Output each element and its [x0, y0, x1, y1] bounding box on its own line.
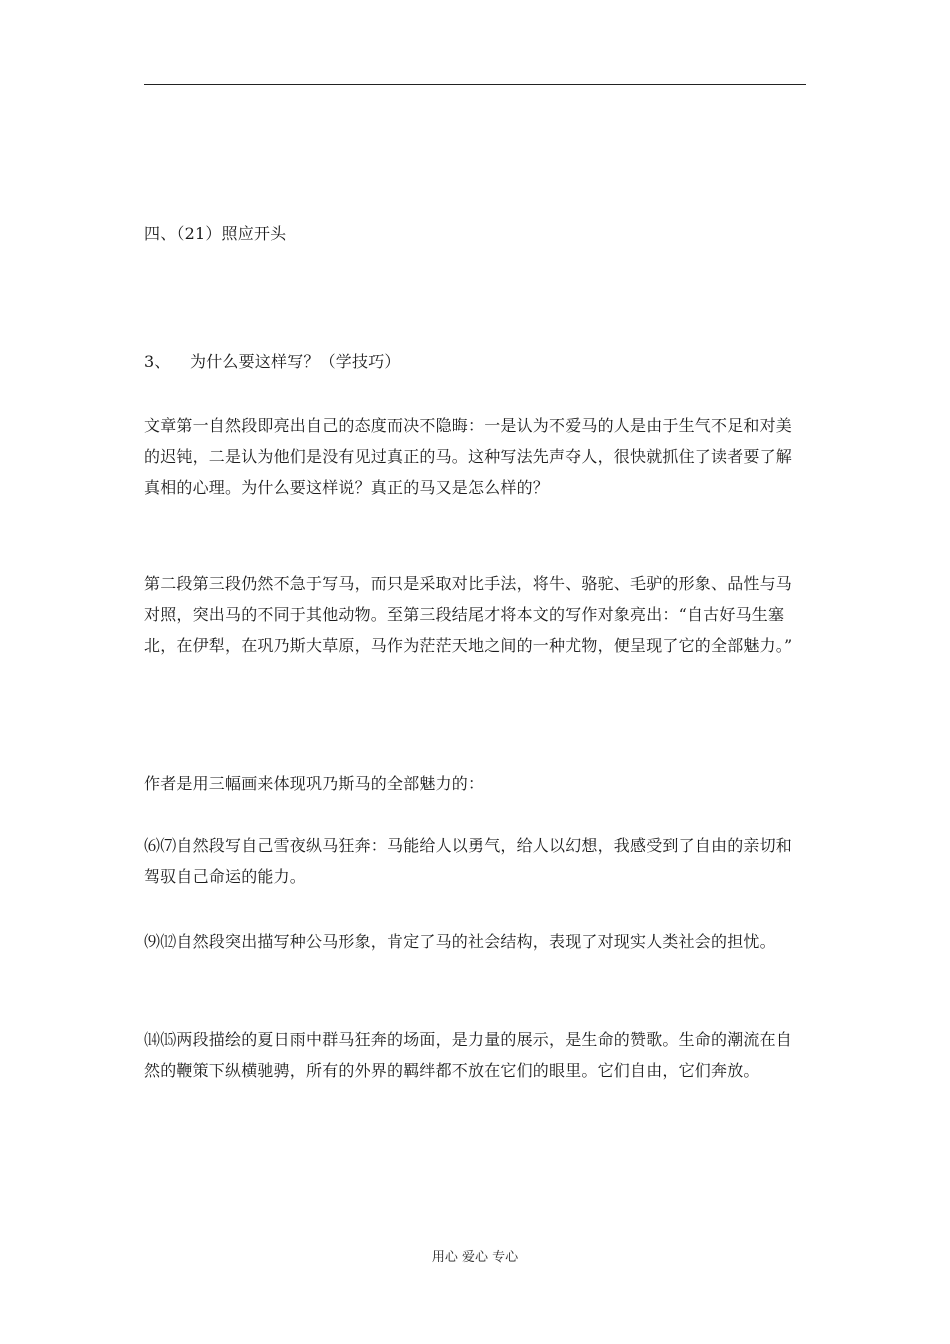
paragraph-4: ⑹⑺自然段写自己雪夜纵马狂奔：马能给人以勇气，给人以幻想，我感受到了自由的亲切和驾驭自己命运的能力。 [144, 836, 793, 886]
paragraph-5: ⑼⑿自然段突出描写种公马形象，肯定了马的社会结构，表现了对现实人类社会的担忧。 [144, 932, 776, 951]
question-number: 3、 [144, 352, 171, 371]
question-text: 为什么要这样写？（学技巧） [190, 352, 401, 371]
header-rule [144, 84, 806, 85]
paragraph-1: 文章第一自然段即亮出自己的态度而决不隐晦：一是认为不爱马的人是由于生气不足和对美的迟钝，二是认为他们是没有见过真正的马。这种写法先声夺人，很快就抓住了读者要了解真相的心理。为什么要这样说？真正的马又是怎么样的？ [144, 416, 793, 497]
paragraph-3: 作者是用三幅画来体现巩乃斯马的全部魅力的： [144, 774, 485, 793]
page-footer: 用心 爱心 专心 [431, 1250, 519, 1265]
question-heading [144, 346, 806, 377]
paragraph-6: ⒁⒂两段描绘的夏日雨中群马狂奔的场面，是力量的展示，是生命的赞歌。生命的潮流在自然的鞭策下纵横驰骋，所有的外界的羁绊都不放在它们的眼里。它们自由，它们奔放。 [144, 1030, 793, 1080]
section-heading: 四、（21）照应开头 [144, 224, 287, 243]
paragraph-2: 第二段第三段仍然不急于写马，而只是采取对比手法，将牛、骆驼、毛驴的形象、品性与马对照，突出马的不同于其他动物。至第三段结尾才将本文的写作对象亮出：“自古好马生塞北，在伊犁，在巩乃斯大草原，马作为茫茫天地之间的一种尤物，便呈现了它的全部魅力。” [144, 574, 793, 655]
